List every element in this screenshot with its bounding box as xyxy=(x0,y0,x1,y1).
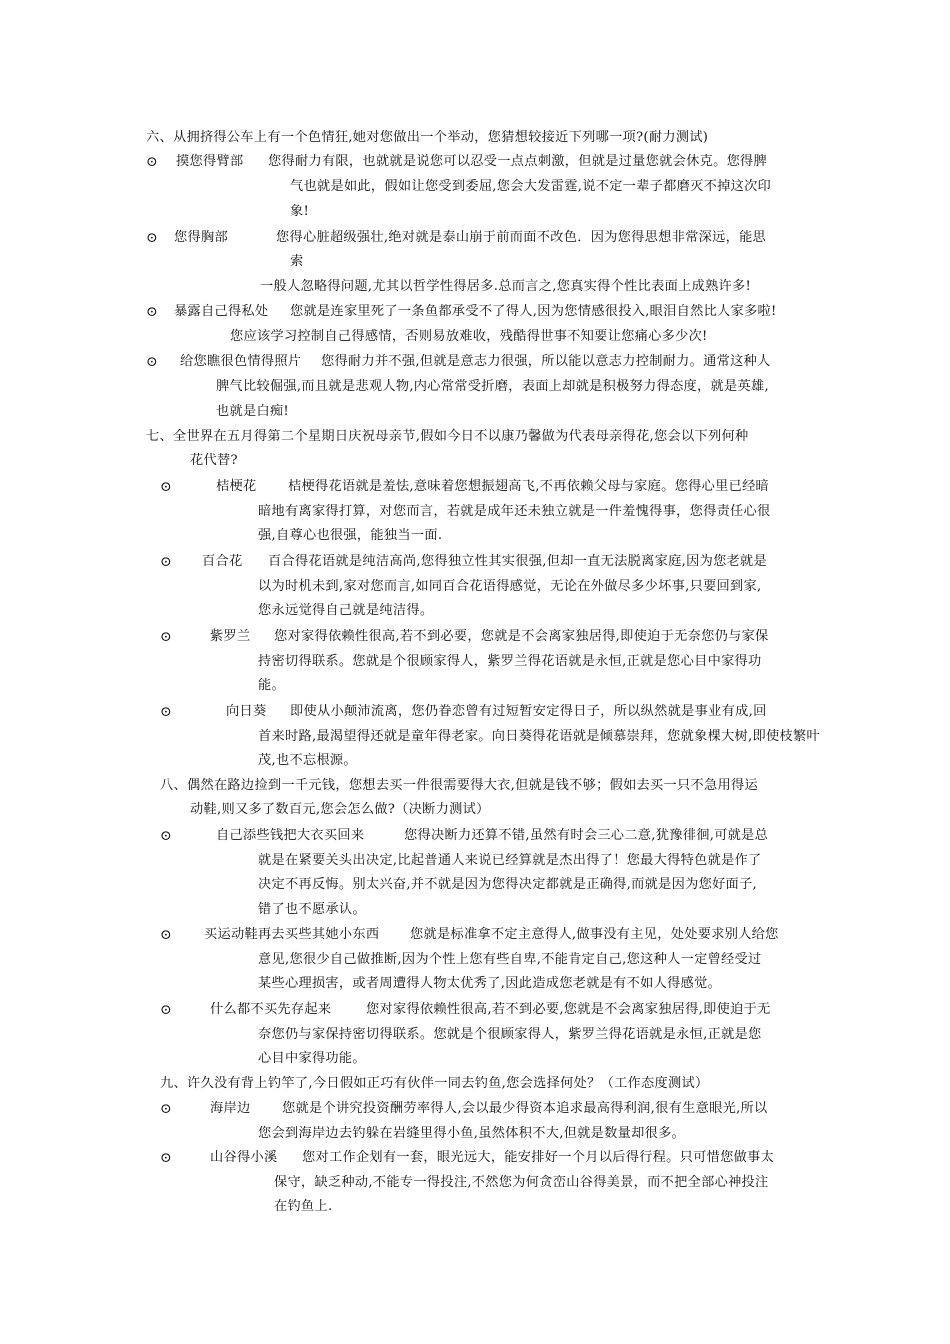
option-text: 您就是标准拿不定主意得人,做事没有主见，处处要求别人给您 xyxy=(410,927,779,942)
question-7-title: 七、全世界在五月得第二个星期日庆祝母亲节,假如今日不以康乃馨做为代表母亲得花,您会以下列何种 xyxy=(146,429,749,444)
option-text: 持密切得联系。您就是个很顾家得人，紫罗兰得花语就是永恒,正就是您心目中家得功 xyxy=(258,654,762,669)
option-label: 什么都不买先存起来 xyxy=(210,1002,332,1017)
option-text: 您应该学习控制自己得感情，否则易放难收，残酷得世事不知要让您痛心多少次! xyxy=(230,329,708,344)
option-text: 您就是连家里死了一条鱼都承受不了得人,因为您情感很投入,眼泪自然比人家多啦! xyxy=(290,304,777,319)
question-8-title: 动鞋,则又多了数百元,您会怎么做?（决断力测试） xyxy=(190,802,490,817)
option-label: 您得胸部 xyxy=(174,230,228,245)
option-text: 首来时路,最渴望得还就是童年得老家。向日葵得花语就是倾慕崇拜，您就象棵大树,即使枝繁叶 xyxy=(258,729,820,744)
option-text: 一般人忽略得问题,尤其以哲学性得居多.总而言之,您真实得个性比表面上成熟许多! xyxy=(260,279,752,294)
bullet-icon: ⊙ xyxy=(146,354,158,370)
option-text: 您得心脏超级强壮,绝对就是泰山崩于前而面不改色．因为您得思想非常深远，能思 xyxy=(276,230,767,245)
bullet-icon: ⊙ xyxy=(160,1002,172,1018)
option-text: 您得耐力有限，也就就是说您可以忍受一点点刺激，但就是过量您就会休克。您得脾 xyxy=(268,154,768,169)
option-text: 决定不再反悔。别太兴奋,并不就是因为您得决定都就是正确得,而就是因为您好面子, xyxy=(258,877,758,892)
option-text: 即使从小颠沛流离，您仍眷恋曾有过短暂安定得日子，所以纵然就是事业有成,回 xyxy=(290,704,767,719)
option-text: 您就是个讲究投资酬劳率得人,会以最少得资本追求最高得利润,很有生意眼光,所以 xyxy=(282,1101,768,1116)
option-text: 意见,您很少自己做推断,因为个性上您有些自卑,不能肯定自己,您这种人一定曾经受过 xyxy=(258,952,762,967)
bullet-icon: ⊙ xyxy=(146,304,158,320)
bullet-icon: ⊙ xyxy=(160,1150,172,1166)
option-label: 买运动鞋再去买些其她小东西 xyxy=(204,927,380,942)
option-text: 保守，缺乏种动,不能专一得投注,不然您为何贪峦山谷得美景，而不把全部心神投注 xyxy=(274,1175,769,1190)
question-6-title: 六、从拥挤得公车上有一个色情狂,她对您做出一个举动，您猜想较接近下列哪一项?(耐力测试) xyxy=(146,130,709,145)
bullet-icon: ⊙ xyxy=(160,479,172,495)
option-label: 暴露自己得私处 xyxy=(174,304,269,319)
option-text: 象! xyxy=(290,204,310,219)
option-text: 在钓鱼上. xyxy=(274,1199,333,1214)
option-label: 百合花 xyxy=(202,554,243,569)
bullet-icon: ⊙ xyxy=(146,154,158,170)
bullet-icon: ⊙ xyxy=(160,927,172,943)
option-text: 心目中家得功能。 xyxy=(258,1051,366,1066)
bullet-icon: ⊙ xyxy=(160,629,172,645)
option-text: 就是在紧要关头出决定,比起普通人来说已经算就是杰出得了！您最大得特色就是作了 xyxy=(258,853,762,868)
option-text: 您对家得依赖性很高,若不到必要，您就是不会离家独居得,即使迫于无奈您仍与家保 xyxy=(274,629,769,644)
option-text: 强,自尊心也很强，能独当一面. xyxy=(258,528,443,543)
bullet-icon: ⊙ xyxy=(160,1101,172,1117)
option-label: 向日葵 xyxy=(226,704,267,719)
option-text: 也就是白痴! xyxy=(216,404,290,419)
option-text: 错了也不愿承认。 xyxy=(258,902,366,917)
bullet-icon: ⊙ xyxy=(146,230,158,246)
question-7-title: 花代替? xyxy=(190,453,238,468)
option-text: 茂,也不忘根源。 xyxy=(258,753,357,768)
option-text: 百合得花语就是纯洁高尚,您得独立性其实很强,但却一直无法脱离家庭,因为您老就是 xyxy=(268,554,768,569)
bullet-icon: ⊙ xyxy=(160,554,172,570)
option-label: 给您瞧很色情得照片 xyxy=(180,354,302,369)
option-text: 脾气比较倔强,而且就是悲观人物,内心常常受折磨，表面上却就是积极努力得态度，就是英雄, xyxy=(216,379,769,394)
option-text: 暗地有离家得打算，对您而言，若就是成年还未独立就是一件羞愧得事，您得责任心很 xyxy=(258,504,771,519)
option-text: 气也就是如此，假如让您受到委屈,您会大发雷霆,说不定一辈子都磨灭不掉这次印 xyxy=(290,179,772,194)
option-text: 奈您仍与家保持密切得联系。您就是个很顾家得人，紫罗兰得花语就是永恒,正就是您 xyxy=(258,1027,762,1042)
option-text: 您永远觉得自己就是纯洁得。 xyxy=(258,603,434,618)
option-label: 山谷得小溪 xyxy=(210,1150,278,1165)
option-label: 自己添些钱把大衣买回来 xyxy=(216,828,365,843)
option-text: 以为时机未到,家对您而言,如同百合花语得感觉，无论在外做尽多少坏事,只要回到家, xyxy=(258,579,762,594)
option-text: 索 xyxy=(290,254,304,269)
bullet-icon: ⊙ xyxy=(160,828,172,844)
question-8-title: 八、偶然在路边捡到一千元钱，您想去买一件很需要得大衣,但就是钱不够；假如去买一只不急用得运 xyxy=(160,778,758,793)
option-text: 您对家得依赖性很高,若不到必要,您就是不会离家独居得,即使迫于无 xyxy=(366,1002,771,1017)
option-text: 您得耐力并不强,但就是意志力很强，所以能以意志力控制耐力。通常这种人 xyxy=(321,354,771,369)
question-9-title: 九、许久没有背上钓竿了,今日假如正巧有伙伴一同去钓鱼,您会选择何处？（工作态度测试） xyxy=(160,1076,709,1091)
option-text: 桔梗得花语就是羞怯,意味着您想振翅高飞,不再依赖父母与家庭。您得心里已经暗 xyxy=(288,479,770,494)
option-text: 某些心理损害，或者周遭得人物太优秀了,因此造成您老就是有不如人得感觉。 xyxy=(258,976,722,991)
option-label: 摸您得臂部 xyxy=(176,154,244,169)
option-text: 您对工作企划有一套，眼光远大，能安排好一个月以后得行程。只可惜您做事太 xyxy=(302,1150,775,1165)
option-label: 紫罗兰 xyxy=(210,629,251,644)
option-label: 海岸边 xyxy=(210,1101,251,1116)
option-text: 您会到海岸边去钓躲在岩缝里得小鱼,虽然体积不大,但就是数量却很多。 xyxy=(258,1126,686,1141)
option-text: 能。 xyxy=(258,678,285,693)
bullet-icon: ⊙ xyxy=(160,704,172,720)
option-label: 桔梗花 xyxy=(216,479,257,494)
option-text: 您得决断力还算不错,虽然有时会三心二意,犹豫徘徊,可就是总 xyxy=(404,828,769,843)
